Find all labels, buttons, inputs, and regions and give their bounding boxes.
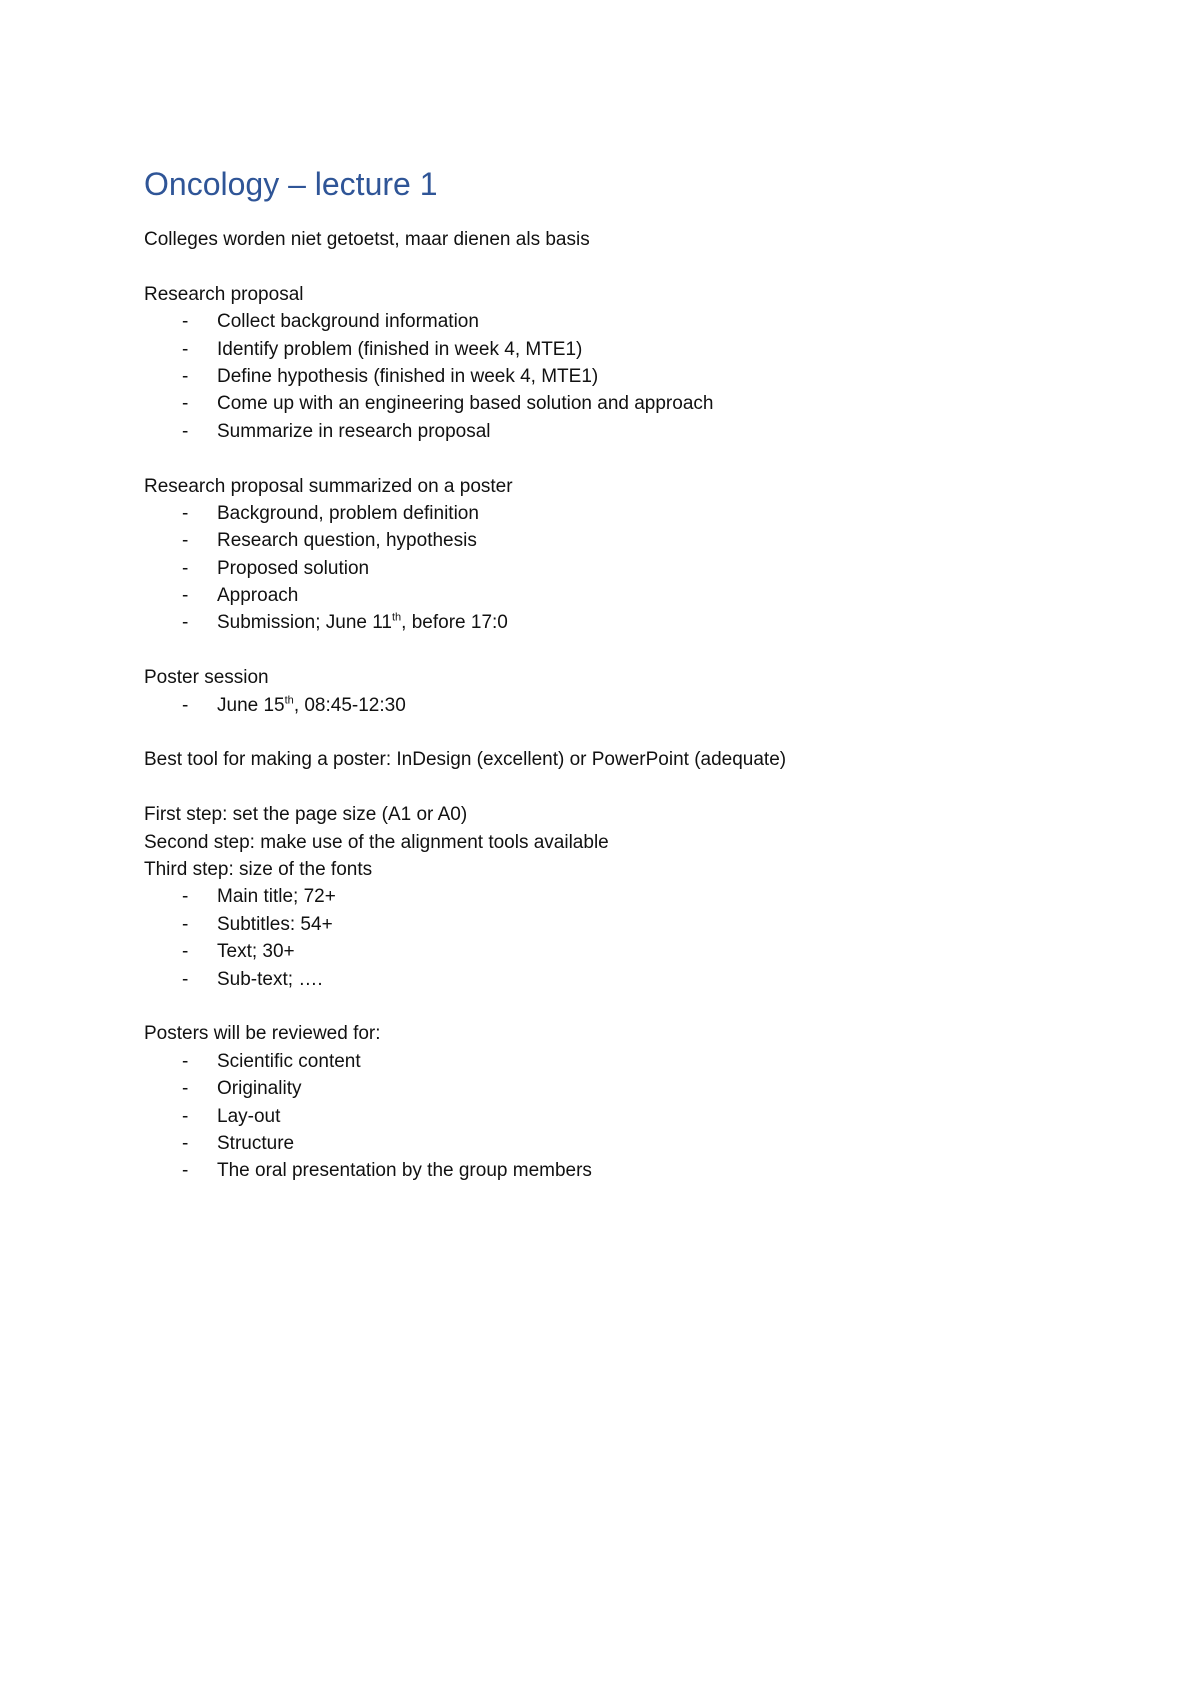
spacer	[144, 774, 1064, 801]
font-sizes-list	[144, 883, 1064, 993]
list-item-text: Structure	[217, 1132, 295, 1154]
spacer	[144, 445, 1064, 472]
submission-time: , before 17:0	[401, 612, 508, 634]
list-item	[144, 911, 1064, 938]
list-item-text: Text; 30+	[217, 941, 295, 963]
intro-text: Colleges worden niet getoetst, maar dienen als basis	[144, 229, 590, 250]
bullet-dash: -	[182, 1050, 189, 1072]
bullet-dash: -	[182, 1078, 189, 1100]
list-item-text: Summarize in research proposal	[217, 420, 491, 442]
list-item	[144, 500, 1064, 527]
list-item-text: Approach	[217, 585, 299, 607]
spacer	[144, 637, 1064, 664]
list-item-text: Sub-text; ….	[217, 968, 323, 990]
bullet-dash: -	[182, 338, 189, 360]
bullet-dash: -	[182, 913, 189, 935]
bullet-dash: -	[182, 1132, 189, 1154]
list-item	[144, 966, 1064, 993]
review-list	[144, 1048, 1064, 1185]
spacer	[144, 719, 1064, 746]
best-tool-text: Best tool for making a poster: InDesign (excellent) or PowerPoint (adequate)	[144, 749, 787, 771]
page-title: Oncology – lecture 1	[144, 166, 438, 202]
list-item-text: Background, problem definition	[217, 502, 479, 524]
list-item-text: Define hypothesis (finished in week 4, MTE1)	[217, 365, 599, 387]
bullet-dash: -	[182, 502, 189, 524]
list-item	[144, 527, 1064, 554]
list-item	[144, 582, 1064, 609]
poster-list	[144, 500, 1064, 637]
list-item-text: Come up with an engineering based solution and approach	[217, 393, 714, 415]
submission-text: Submission; June 11	[217, 612, 392, 634]
list-item	[144, 1130, 1064, 1157]
date-time: , 08:45-12:30	[293, 694, 406, 716]
list-item	[144, 1075, 1064, 1102]
bullet-dash: -	[182, 886, 189, 908]
list-item	[144, 390, 1064, 417]
list-item	[144, 883, 1064, 910]
list-item-text: Originality	[217, 1078, 302, 1100]
date-text: June 15	[217, 694, 285, 716]
list-item	[144, 363, 1064, 390]
poster-heading: Research proposal summarized on a poster	[144, 475, 513, 497]
list-item	[144, 1103, 1064, 1130]
bullet-dash: -	[182, 1160, 189, 1182]
research-proposal-list	[144, 308, 1064, 445]
list-item-text: Lay-out	[217, 1105, 281, 1127]
list-item	[144, 555, 1064, 582]
poster-session-heading: Poster session	[144, 667, 269, 689]
list-item-text: Proposed solution	[217, 557, 370, 579]
bullet-dash: -	[182, 585, 189, 607]
review-heading: Posters will be reviewed for:	[144, 1023, 381, 1045]
poster-session-list	[144, 692, 1064, 719]
list-item	[144, 938, 1064, 965]
spacer	[144, 253, 1064, 280]
list-item-text: Subtitles: 54+	[217, 913, 333, 935]
list-item	[144, 1048, 1064, 1075]
bullet-dash: -	[182, 612, 189, 634]
submission-item	[144, 609, 1064, 636]
date-superscript: th	[284, 694, 294, 707]
list-item-text: The oral presentation by the group members	[217, 1160, 592, 1182]
second-step-text: Second step: make use of the alignment tools available	[144, 831, 609, 853]
bullet-dash: -	[182, 530, 189, 552]
bullet-dash: -	[182, 393, 189, 415]
list-item-text: Collect background information	[217, 311, 479, 333]
list-item-text: Main title; 72+	[217, 886, 336, 908]
bullet-dash: -	[182, 365, 189, 387]
list-item-text: Identify problem (finished in week 4, MTE1)	[217, 338, 583, 360]
list-item	[144, 1157, 1064, 1184]
list-item-text: Research question, hypothesis	[217, 530, 477, 552]
bullet-dash: -	[182, 557, 189, 579]
poster-session-date	[144, 692, 1064, 719]
bullet-dash: -	[182, 941, 189, 963]
list-item	[144, 418, 1064, 445]
third-step-text: Third step: size of the fonts	[144, 858, 373, 880]
bullet-dash: -	[182, 311, 189, 333]
bullet-dash: -	[182, 968, 189, 990]
bullet-dash: -	[182, 694, 189, 716]
first-step-text: First step: set the page size (A1 or A0)	[144, 804, 468, 826]
bullet-dash: -	[182, 1105, 189, 1127]
document-body	[144, 162, 1064, 1185]
spacer	[144, 993, 1064, 1020]
list-item	[144, 336, 1064, 363]
research-proposal-heading: Research proposal	[144, 283, 304, 305]
bullet-dash: -	[182, 420, 189, 442]
list-item	[144, 308, 1064, 335]
list-item-text: Scientific content	[217, 1050, 361, 1072]
submission-superscript: th	[391, 612, 402, 625]
